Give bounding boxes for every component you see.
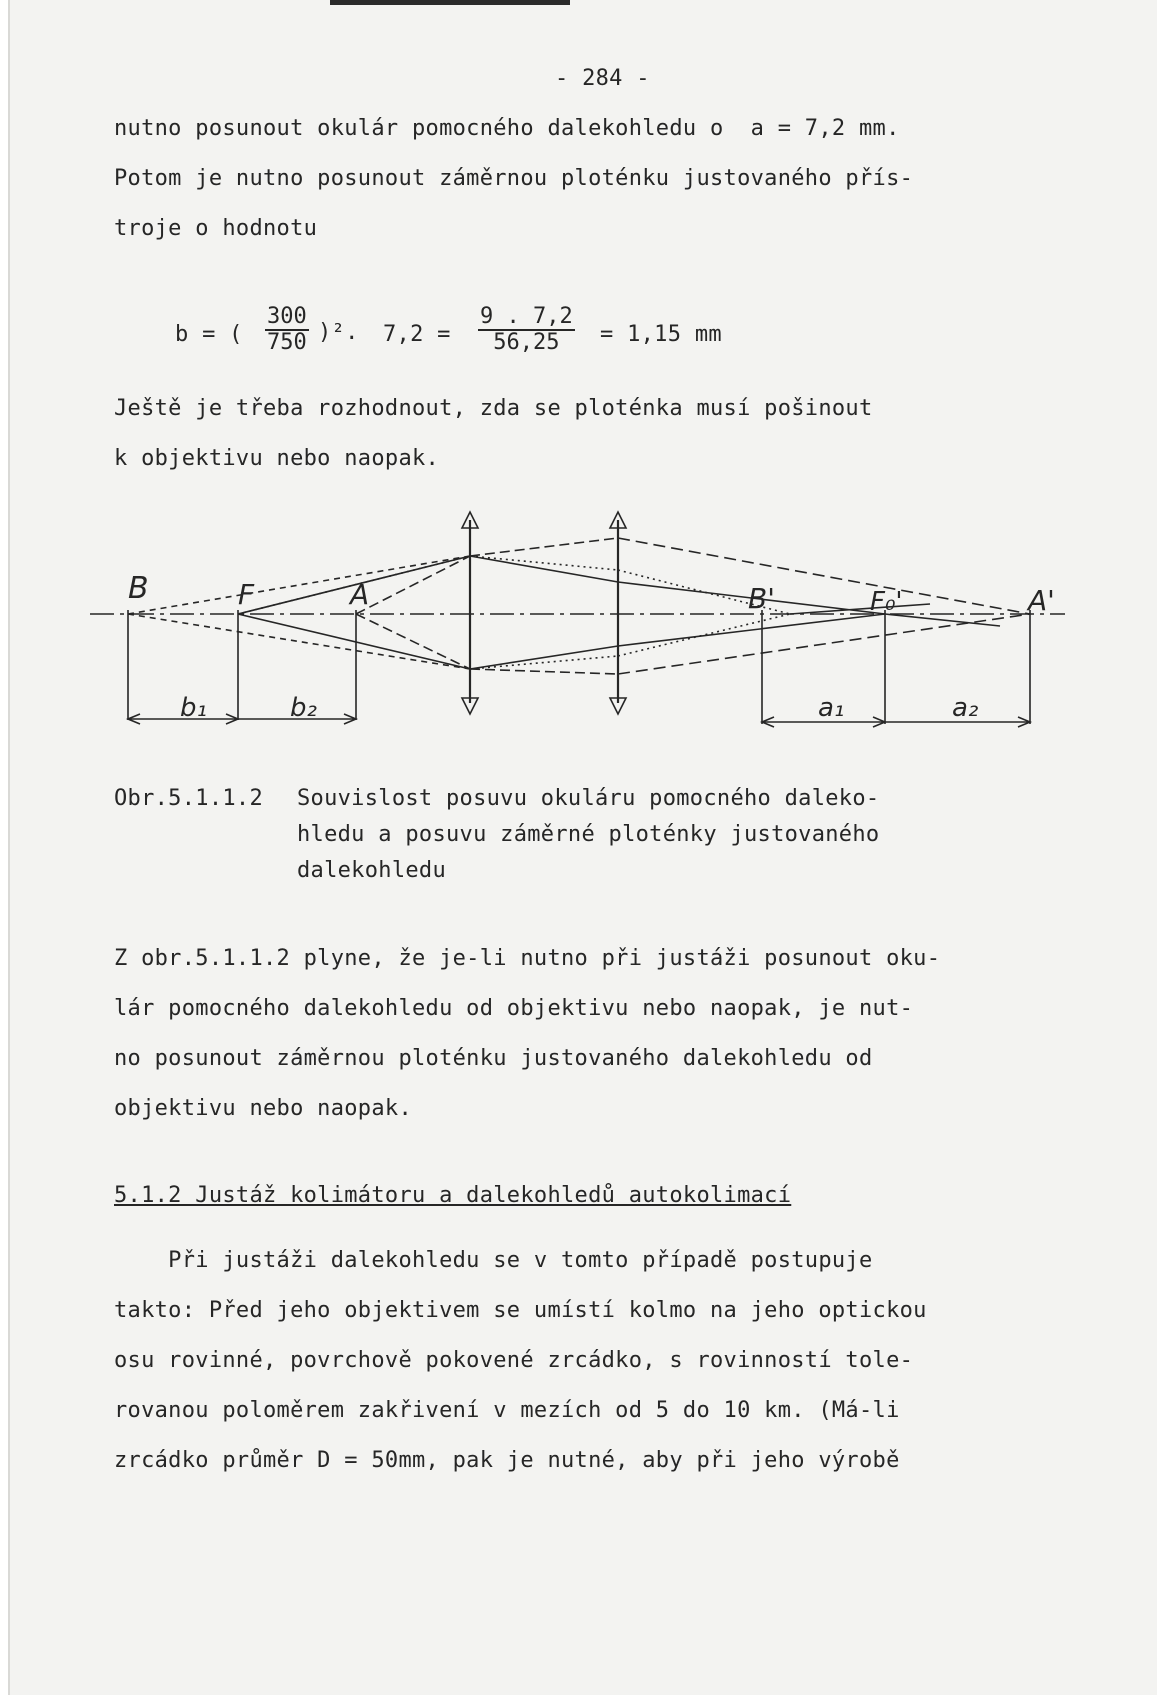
label-b1: b₁ — [180, 693, 207, 723]
formula-lhs: b = ( — [175, 322, 243, 347]
paragraph-line: objektivu nebo naopak. — [114, 1096, 412, 1121]
paragraph-line: no posunout záměrnou ploténku justovaného dalekohledu od — [114, 1046, 873, 1071]
page-number: - 284 - — [555, 66, 650, 91]
label-B-prime: B' — [748, 582, 775, 615]
caption-prefix: Obr.5.1.1.2 — [114, 786, 263, 811]
rays-left — [128, 556, 470, 669]
formula-power: )². — [318, 320, 359, 345]
paragraph-line: takto: Před jeho objektivem se umístí kolmo na jeho optickou — [114, 1298, 927, 1323]
label-a2: a₂ — [952, 693, 979, 723]
label-B: B — [128, 571, 149, 606]
fraction-1-denominator: 750 — [267, 330, 307, 355]
question-line: k objektivu nebo naopak. — [114, 446, 440, 471]
lens-objective — [462, 512, 478, 714]
paragraph-line: lár pomocného dalekohledu od objektivu nebo naopak, je nut- — [114, 996, 914, 1021]
label-F0-prime: F₀' — [870, 587, 903, 617]
intro-line: Potom je nutno posunout záměrnou ploténku justovaného přís- — [114, 166, 914, 191]
caption-line: dalekohledu — [297, 858, 446, 883]
caption-line: hledu a posuvu záměrné ploténky justovaného — [297, 822, 880, 847]
dimension-lines — [128, 610, 1030, 727]
paragraph-line: Z obr.5.1.1.2 plyne, že je-li nutno při justáži posunout oku- — [114, 946, 941, 971]
lens-auxiliary — [610, 512, 626, 714]
intro-line: troje o hodnotu — [114, 216, 318, 241]
label-a1: a₁ — [818, 693, 845, 723]
label-F: F — [238, 578, 255, 611]
label-A: A — [350, 578, 370, 611]
formula-result: = 1,15 mm — [600, 322, 722, 347]
paragraph-line: rovanou poloměrem zakřivení v mezích od 5 do 10 km. (Má-li — [114, 1398, 900, 1423]
paragraph-line: osu rovinné, povrchově pokovené zrcádko, s rovinností tole- — [114, 1348, 914, 1373]
section-heading: 5.1.2 Justáž kolimátoru a dalekohledů autokolimací — [114, 1183, 792, 1208]
fraction-2-denominator: 56,25 — [493, 330, 560, 355]
formula-multiplier: 7,2 = — [383, 322, 451, 347]
label-A-prime: A' — [1028, 584, 1055, 617]
caption-line: Souvislost posuvu okuláru pomocného daleko- — [297, 786, 880, 811]
label-b2: b₂ — [290, 693, 317, 723]
fraction-1-numerator: 300 — [267, 304, 307, 329]
question-line: Ještě je třeba rozhodnout, zda se ploténka musí pošinout — [114, 396, 873, 421]
intro-line: nutno posunout okulár pomocného dalekohledu o a = 7,2 mm. — [114, 116, 900, 141]
paragraph-line: Při justáži dalekohledu se v tomto případě postupuje — [114, 1248, 873, 1273]
paragraph-line: zrcádko průměr D = 50mm, pak je nutné, aby při jeho výrobě — [114, 1448, 900, 1473]
fraction-2-numerator: 9 . 7,2 — [480, 304, 573, 329]
